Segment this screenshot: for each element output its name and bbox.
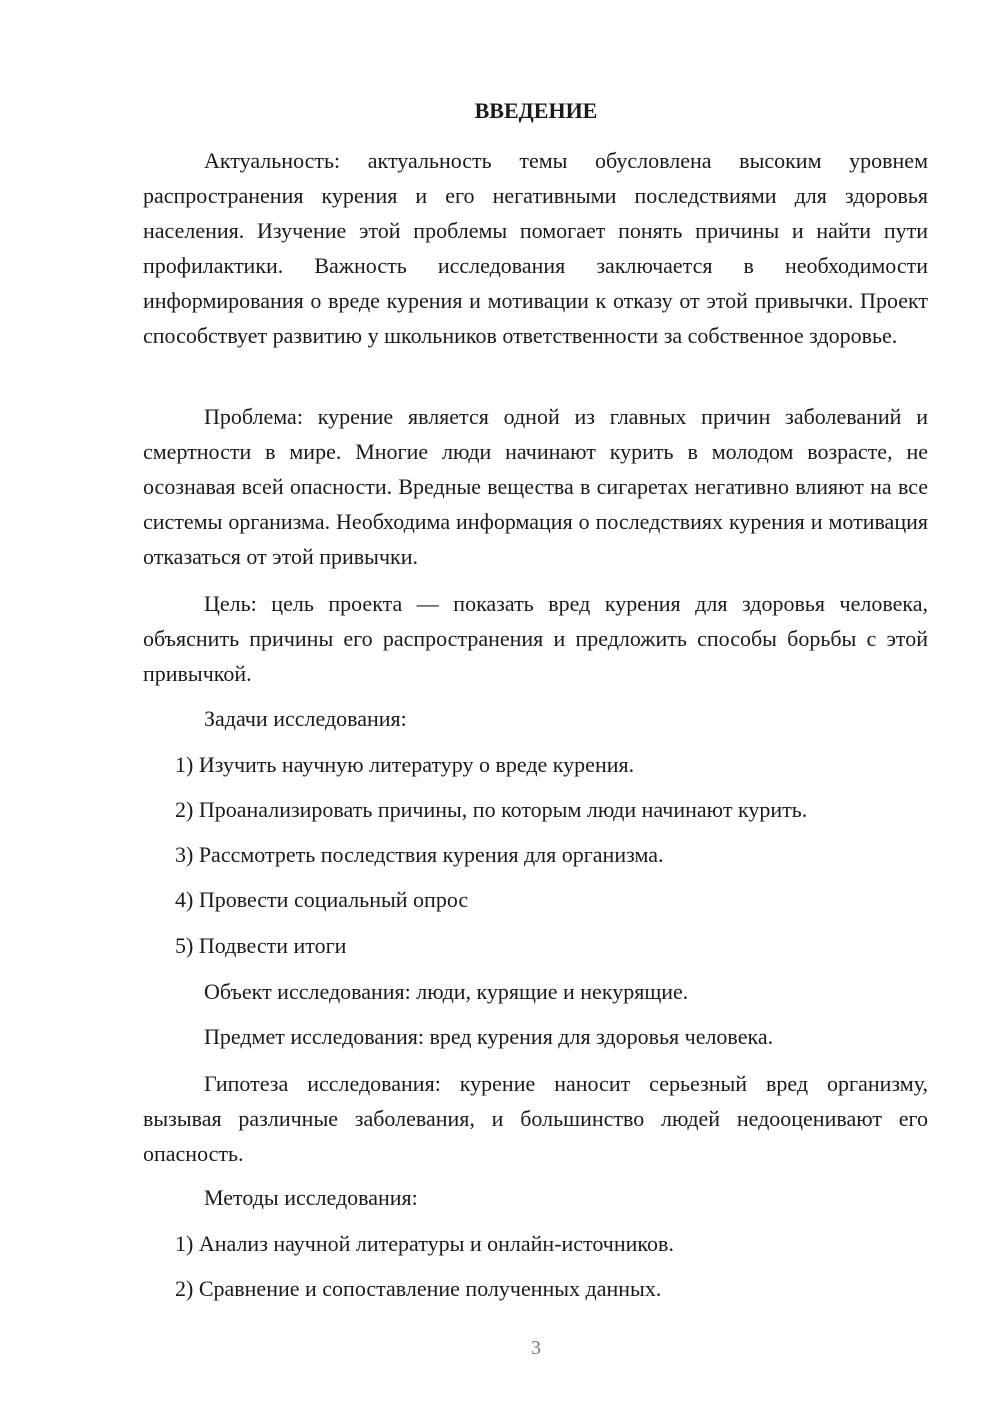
tasks-heading: Задачи исследования:	[204, 706, 407, 731]
problem-paragraph: Проблема: курение является одной из главных причин заболеваний и смертности в мире. Многие люди начинают курить в молодом возрасте, не осознавая всей опасности. Вредные вещества в сигаретах негативно влияют на все системы организма. Необходима информация о последствиях курения и мотивация отказаться от этой привычки.	[143, 404, 928, 569]
methods-heading: Методы исследования:	[204, 1185, 418, 1210]
relevance-paragraph: Актуальность: актуальность темы обусловлена высоким уровнем распространения курения и его негативными последствиями для здоровья населения. Изучение этой проблемы помогает понять причины и найти пути профилактики. Важность исследования заключается в необходимости информирования о вреде курения и мотивации к отказу от этой привычки. Проект способствует развитию у школьников ответственности за собственное здоровье.	[143, 148, 928, 348]
research-subject: Предмет исследования: вред курения для здоровья человека.	[204, 1024, 774, 1049]
method-item-1: 1) Анализ научной литературы и онлайн-источников.	[175, 1231, 674, 1256]
task-item-1: 1) Изучить научную литературу о вреде курения.	[175, 752, 635, 777]
goal-paragraph: Цель: цель проекта — показать вред курения для здоровья человека, объяснить причины его распространения и предложить способы борьбы с этой привычкой.	[143, 591, 928, 686]
task-item-4: 4) Провести социальный опрос	[175, 887, 469, 912]
task-item-3: 3) Рассмотреть последствия курения для организма.	[175, 842, 664, 867]
page-title: ВВЕДЕНИЕ	[474, 98, 598, 123]
research-object: Объект исследования: люди, курящие и некурящие.	[204, 979, 689, 1004]
task-item-2: 2) Проанализировать причины, по которым люди начинают курить.	[175, 797, 808, 822]
hypothesis-paragraph: Гипотеза исследования: курение наносит серьезный вред организму, вызывая различные заболевания, и большинство людей недооценивают его опасность.	[143, 1071, 928, 1166]
task-item-5: 5) Подвести итоги	[175, 933, 347, 958]
method-item-2: 2) Сравнение и сопоставление полученных данных.	[175, 1276, 662, 1301]
page-number: 3	[531, 1337, 541, 1359]
